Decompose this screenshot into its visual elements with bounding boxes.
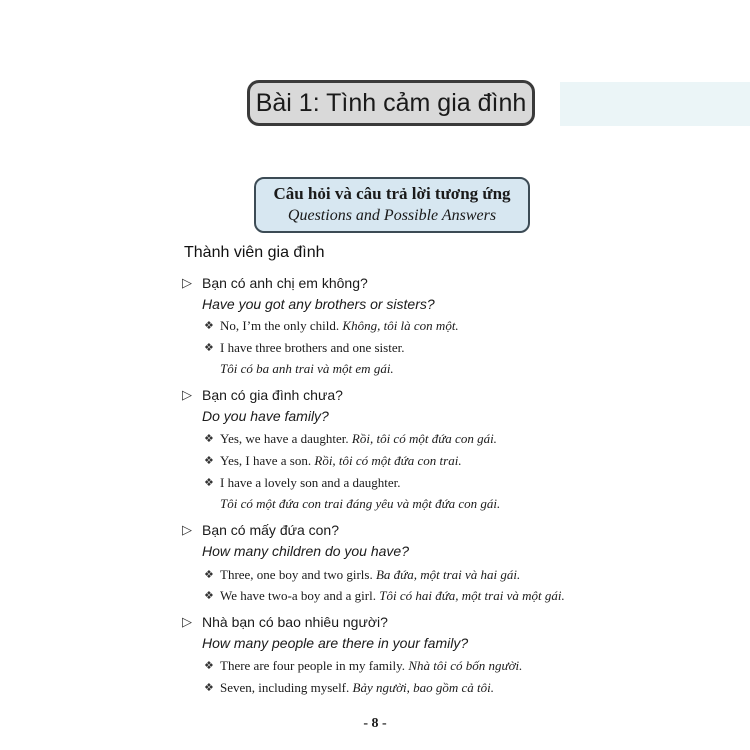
triangle-marker-icon: ▷ <box>182 522 192 537</box>
question-vietnamese: Nhà bạn có bao nhiêu người? <box>202 614 388 630</box>
section-heading: Thành viên gia đình <box>184 244 325 261</box>
diamond-bullet-icon: ❖ <box>204 568 214 581</box>
triangle-marker-icon: ▷ <box>182 387 192 402</box>
answer-vietnamese: Bảy người, bao gồm cả tôi. <box>352 680 494 695</box>
answer-english: There are four people in my family. <box>220 658 406 673</box>
answer-english: Yes, we have a daughter. <box>220 431 349 446</box>
qa-header-box <box>254 177 530 233</box>
answer-english: I have three brothers and one sister. <box>220 340 405 355</box>
diamond-bullet-icon: ❖ <box>204 659 214 672</box>
diamond-bullet-icon: ❖ <box>204 319 214 332</box>
lesson-title <box>247 80 535 126</box>
bleed-through-text <box>238 134 558 160</box>
question-vietnamese: Bạn có anh chị em không? <box>202 275 368 291</box>
triangle-marker-icon: ▷ <box>182 614 192 629</box>
question-english: Do you have family? <box>202 408 329 424</box>
lesson-title-text: Bài 1: Tình cảm gia đình <box>255 88 527 117</box>
answer-vietnamese: Rồi, tôi có một đứa con trai. <box>314 453 462 468</box>
question-vietnamese: Bạn có mấy đứa con? <box>202 522 340 538</box>
diamond-bullet-icon: ❖ <box>204 432 214 445</box>
diamond-bullet-icon: ❖ <box>204 681 214 694</box>
diamond-bullet-icon: ❖ <box>204 476 214 489</box>
answer-english: Three, one boy and two girls. <box>220 567 373 582</box>
answer-vietnamese: Không, tôi là con một. <box>342 318 459 333</box>
answer-vietnamese: Ba đứa, một trai và hai gái. <box>375 567 521 582</box>
answer-english: Yes, I have a son. <box>220 453 312 468</box>
answer-vietnamese: Tôi có hai đứa, một trai và một gái. <box>379 588 565 603</box>
diamond-bullet-icon: ❖ <box>204 454 214 467</box>
answer-vietnamese: Tôi có một đứa con trai đáng yêu và một đứa con gái. <box>220 496 501 511</box>
answer-english: I have a lovely son and a daughter. <box>220 475 401 490</box>
question-vietnamese: Bạn có gia đình chưa? <box>202 387 343 403</box>
answer-vietnamese: Tôi có ba anh trai và một em gái. <box>220 361 394 376</box>
diamond-bullet-icon: ❖ <box>204 341 214 354</box>
qa-header-english: Questions and Possible Answers <box>287 207 497 224</box>
answer-vietnamese: Nhà tôi có bốn người. <box>408 658 523 673</box>
answer-english: Seven, including myself. <box>220 680 350 695</box>
question-english: How many children do you have? <box>202 543 410 559</box>
diamond-bullet-icon: ❖ <box>204 589 214 602</box>
answer-english: No, I’m the only child. <box>220 318 340 333</box>
answer-vietnamese: Rồi, tôi có một đứa con gái. <box>351 431 497 446</box>
question-english: Have you got any brothers or sisters? <box>202 296 435 312</box>
qa-header-vietnamese: Câu hỏi và câu trả lời tương ứng <box>273 184 511 203</box>
page-number: - 8 - <box>363 716 387 731</box>
triangle-marker-icon: ▷ <box>182 275 192 290</box>
question-english: How many people are there in your family? <box>202 635 469 651</box>
answer-english: We have two-a boy and a girl. <box>220 588 376 603</box>
bleed-through-band <box>560 82 750 126</box>
